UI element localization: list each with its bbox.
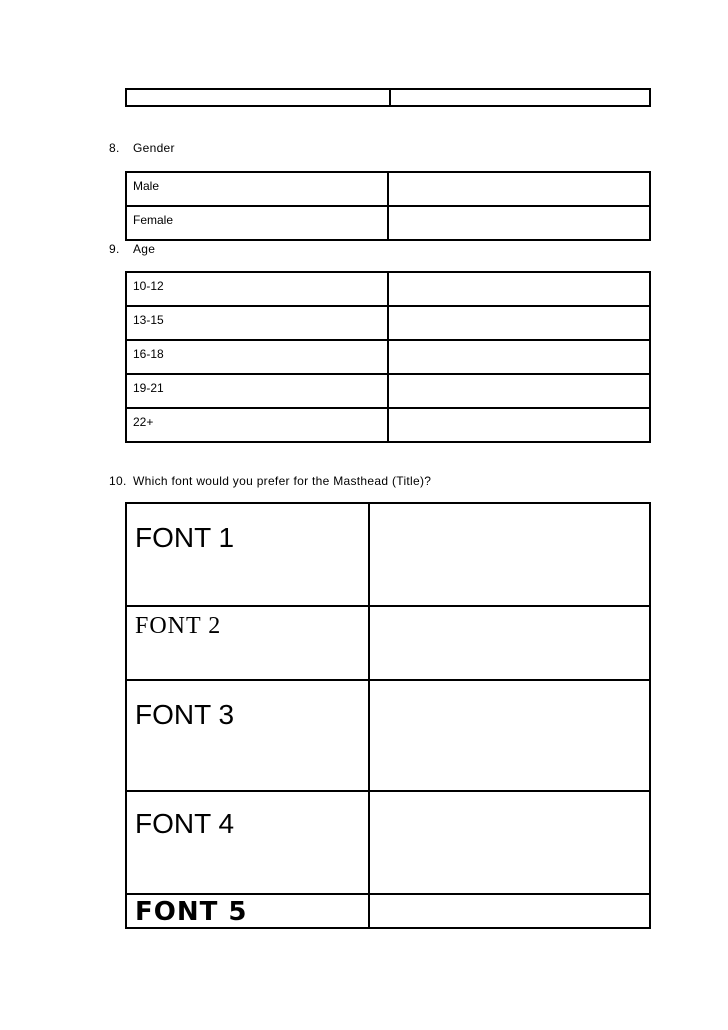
age-option-10-12: 10-12 [126,272,388,306]
question-10-number: 10. [109,474,127,488]
age-answer-19-21[interactable] [388,374,650,408]
top-table-cell-right[interactable] [390,89,650,106]
question-9-number: 9. [109,242,120,256]
question-9-label [109,242,155,256]
question-10-text: Which font would you prefer for the Masthead (Title)? [133,474,432,488]
question-8-label [109,141,175,155]
age-answer-13-15[interactable] [388,306,650,340]
top-table-cell-left [126,89,390,106]
font-answer-4[interactable] [369,791,650,894]
gender-option-male: Male [126,172,388,206]
age-option-13-15: 13-15 [126,306,388,340]
font-answer-3[interactable] [369,680,650,791]
top-table [125,88,651,107]
question-8-text: Gender [133,141,175,155]
age-option-16-18: 16-18 [126,340,388,374]
age-option-22-plus: 22+ [126,408,388,442]
gender-option-female: Female [126,206,388,240]
age-answer-16-18[interactable] [388,340,650,374]
age-answer-10-12[interactable] [388,272,650,306]
question-10-label [109,474,431,488]
font-answer-2[interactable] [369,606,650,680]
age-answer-22-plus[interactable] [388,408,650,442]
font-table [125,502,651,929]
gender-table [125,171,651,241]
question-9-text: Age [133,242,156,256]
font-option-3: FONT 3 [126,680,369,791]
font-option-4: FONT 4 [126,791,369,894]
gender-answer-female[interactable] [388,206,650,240]
gender-answer-male[interactable] [388,172,650,206]
font-answer-5[interactable] [369,894,650,928]
age-table [125,271,651,443]
question-8-number: 8. [109,141,120,155]
age-option-19-21: 19-21 [126,374,388,408]
font-option-5: FONT 5 [126,894,369,928]
font-option-2: FONT 2 [126,606,369,680]
font-option-1: FONT 1 [126,503,369,606]
font-answer-1[interactable] [369,503,650,606]
